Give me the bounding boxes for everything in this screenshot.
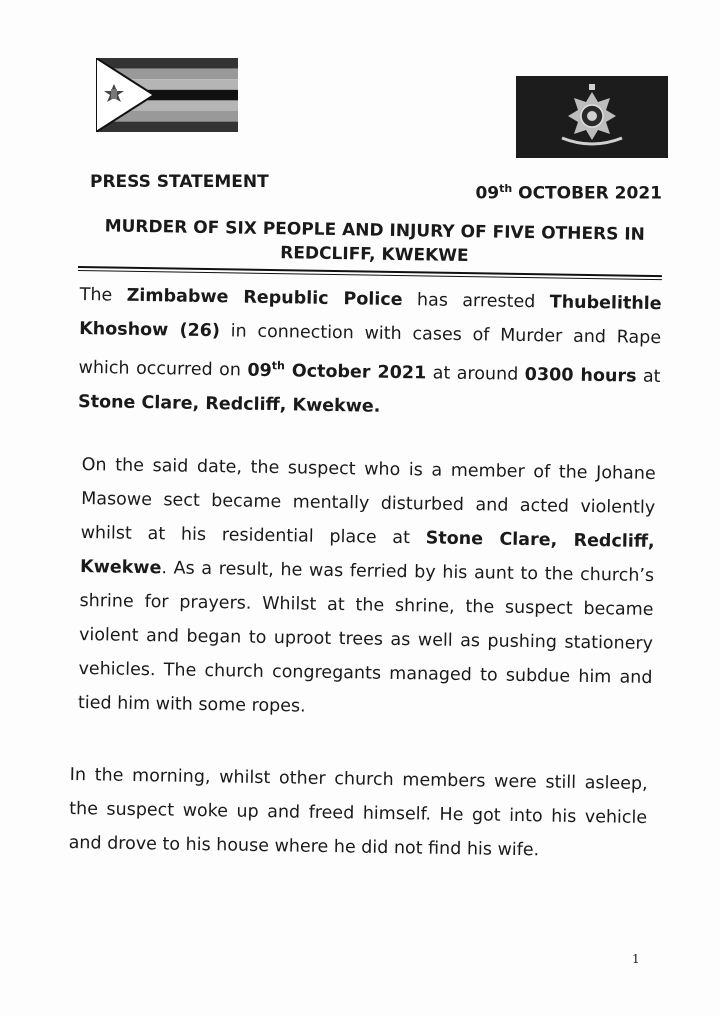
zrp-emblem-icon xyxy=(516,76,668,158)
incident-date: 09th October 2021 xyxy=(247,359,427,384)
paragraph-1: The Zimbabwe Republic Police has arrested Thubelithle Khoshow (26) in connection with cases of Murder and Rape which occurred on 09th October 2021 at around 0300 hours at Stone Clare, Redcliff, Kwekwe. xyxy=(77,284,662,417)
statement-date: 09th OCTOBER 2021 xyxy=(475,182,662,204)
statement-headline xyxy=(79,214,670,271)
page-number: 1 xyxy=(632,952,640,966)
headline-line-2: REDCLIFF, KWEKWE xyxy=(280,243,469,267)
press-statement-title: PRESS STATEMENT xyxy=(90,172,269,192)
paragraph-3: In the morning, whilst other church members were still asleep, the suspect woke up and freed himself. He got into his vehicle and drove to his house where he did not find his wife. xyxy=(68,764,648,861)
paragraph-2: On the said date, the suspect who is a member of the Johane Masowe sect became mentally disturbed and acted violently whilst at his residential place at Stone Clare, Redcliff, Kwekwe. As a result, he was ferried by his aunt to the church’s shrine for prayers. Whilst at the shrine, the suspect became violent and began to uproot trees as well as pushing stationery vehicles. The church congregants managed to subdue him and tied him with some ropes. xyxy=(77,454,656,717)
headline-line-1: MURDER OF SIX PEOPLE AND INJURY OF FIVE OTHERS IN xyxy=(104,216,646,245)
zimbabwe-flag-icon xyxy=(96,58,238,132)
statement-header xyxy=(90,172,662,208)
